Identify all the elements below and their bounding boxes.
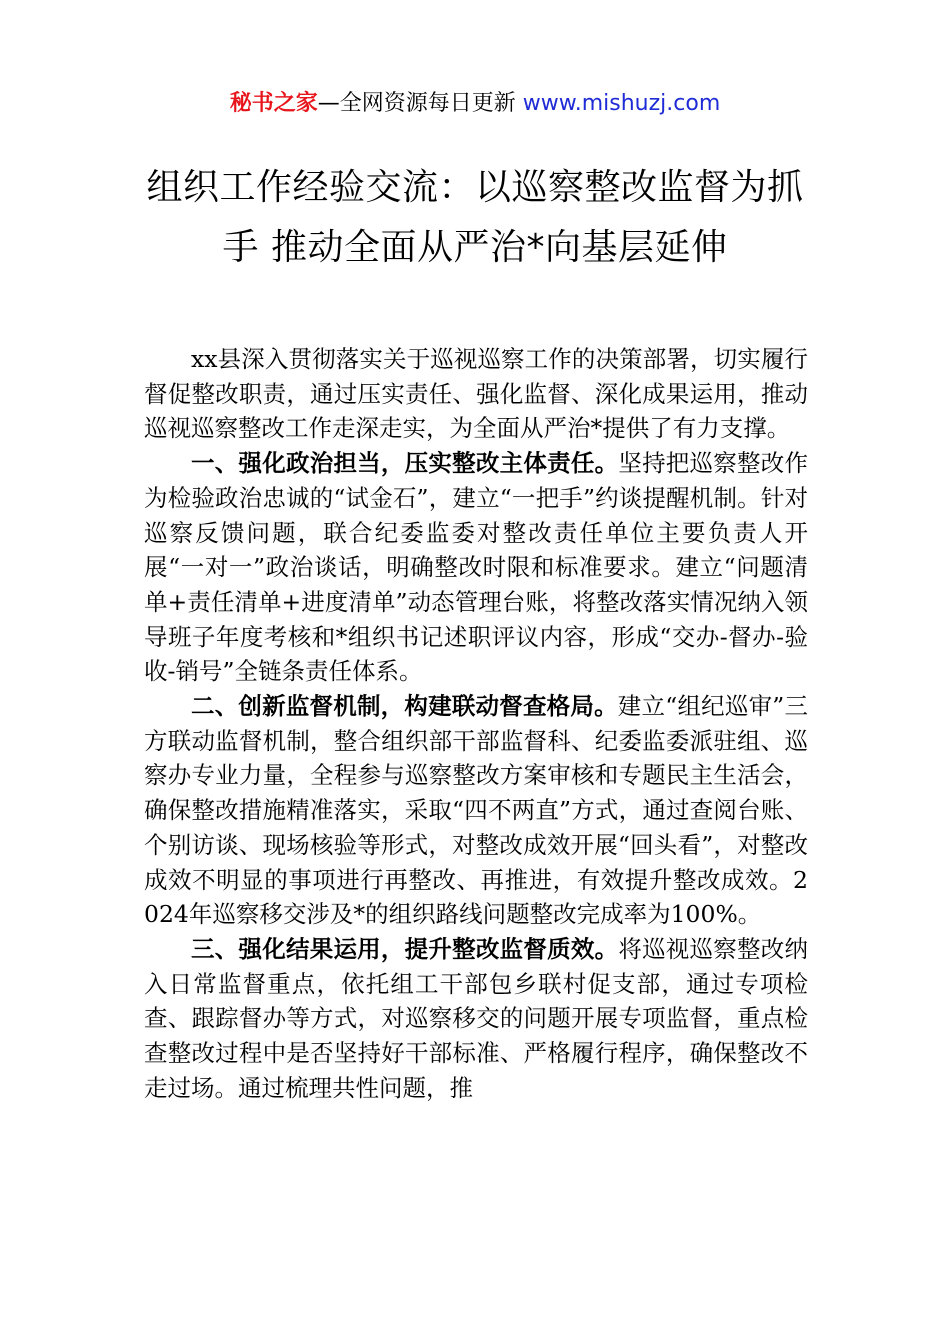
site-brand: 秘书之家 xyxy=(229,91,318,116)
site-url-link[interactable]: www.mishuzj.com xyxy=(522,91,721,116)
paragraph-intro xyxy=(144,342,808,446)
paragraph-section-1 xyxy=(144,446,808,689)
paragraph-section-2 xyxy=(144,689,808,932)
paragraph-text: xx县深入贯彻落实关于巡视巡察工作的决策部署，切实履行督促整改职责，通过压实责任、强化监督、深化成果运用，推动巡视巡察整改工作走深走实，为全面从严治*提供了有力支撑。 xyxy=(144,345,808,443)
document-body xyxy=(144,342,808,1105)
paragraph-text: 建立“组纪巡审”三方联动监督机制，整合组织部干部监督科、纪委监委派驻组、巡察办专业力量，全程参与巡察整改方案审核和专题民主生活会，确保整改措施精准落实，采取“四不两直”方式，通过查阅台账、个别访谈、现场核验等形式，对整改成效开展“回头看”，对整改成效不明显的事项进行再整改、再推进，有效提升整改成效。2024年巡察移交涉及*的组织路线问题整改完成率为100%。 xyxy=(144,692,809,929)
site-tagline: —全网资源每日更新 xyxy=(317,91,523,116)
paragraph-section-3 xyxy=(144,932,808,1106)
paragraph-lead: 一、强化政治担当，压实整改主体责任。 xyxy=(191,449,619,478)
paragraph-lead: 三、强化结果运用，提升整改监督质效。 xyxy=(191,934,619,963)
paragraph-text: 坚持把巡察整改作为检验政治忠诚的“试金石”，建立“一把手”约谈提醒机制。针对巡察反馈问题，联合纪委监委对整改责任单位主要负责人开展“一对一”政治谈话，明确整改时限和标准要求。建立“问题清单+责任清单+进度清单”动态管理台账，将整改落实情况纳入领导班子年度考核和*组织书记述职评议内容，形成“交办-督办-验收-销号”全链条责任体系。 xyxy=(144,449,809,686)
paragraph-text: 将巡视巡察整改纳入日常监督重点，依托组工干部包乡联村促支部，通过专项检查、跟踪督办等方式，对巡察移交的问题开展专项监督，重点检查整改过程中是否坚持好干部标准、严格履行程序，确保整改不走过场。通过梳理共性问题，推 xyxy=(144,934,809,1102)
document-title: 组织工作经验交流：以巡察整改监督为抓手 推动全面从严治*向基层延伸 xyxy=(146,167,804,268)
site-header xyxy=(0,86,950,122)
paragraph-lead: 二、创新监督机制，构建联动督查格局。 xyxy=(191,692,618,721)
